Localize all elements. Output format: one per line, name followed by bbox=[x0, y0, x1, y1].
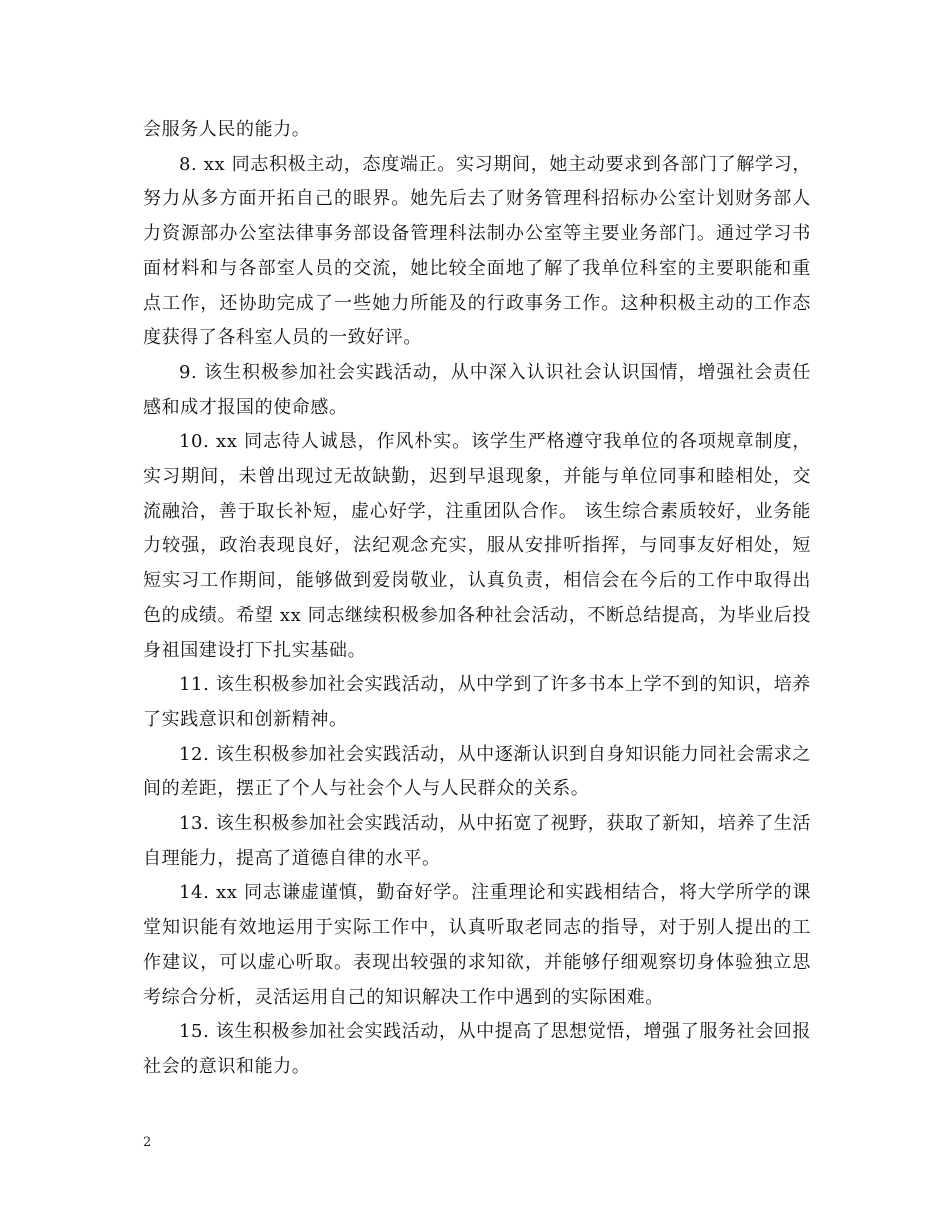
paragraph-item-14: 14. xx 同志谦虚谨慎，勤奋好学。注重理论和实践相结合，将大学所学的课堂知识能有效地运用于实际工作中，认真听取老同志的指导，对于别人提出的工作建议，可以虚心听取。表现出较强的求知欲，并能够仔细观察切身体验独立思考综合分析，灵活运用自己的知识解决工作中遇到的实际困难。 bbox=[143, 882, 811, 1008]
paragraph-item-11: 11. 该生积极参加社会实践活动，从中学到了许多书本上学不到的知识，培养了实践意识和创新精神。 bbox=[143, 674, 811, 730]
document-body bbox=[143, 113, 811, 1085]
paragraph-item-15: 15. 该生积极参加社会实践活动，从中提高了思想觉悟，增强了服务社会回报社会的意识和能力。 bbox=[143, 1021, 811, 1077]
page-number: 2 bbox=[143, 1135, 152, 1150]
paragraph-item-13: 13. 该生积极参加社会实践活动，从中拓宽了视野，获取了新知，培养了生活自理能力，提高了道德自律的水平。 bbox=[143, 813, 811, 869]
paragraph-item-9: 9. 该生积极参加社会实践活动，从中深入认识社会认识国情，增强社会责任感和成才报国的使命感。 bbox=[143, 361, 811, 418]
paragraph-item-12: 12. 该生积极参加社会实践活动，从中逐渐认识到自身知识能力同社会需求之间的差距，摆正了个人与社会个人与人民群众的关系。 bbox=[143, 743, 811, 800]
paragraph-item-10: 10. xx 同志待人诚恳，作风朴实。该学生严格遵守我单位的各项规章制度，实习期间，未曾出现过无故缺勤，迟到早退现象，并能与单位同事和睦相处，交流融洽，善于取长补短，虚心好学，注重团队合作。 该生综合素质较好，业务能力较强，政治表现良好，法纪观念充实，服从安排听指挥，与同事友好相处，短短实习工作期间，能够做到爱岗敬业，认真负责，相信会在今后的工作中取得出色的成绩。希望 xx 同志继续积极参加各种社会活动，不断总结提高，为毕业后投身祖国建设打下扎实基础。 bbox=[143, 431, 811, 661]
paragraph-item-8: 8. xx 同志积极主动，态度端正。实习期间，她主动要求到各部门了解学习，努力从多方面开拓自己的眼界。她先后去了财务管理科招标办公室计划财务部人力资源部办公室法律事务部设备管理科法制办公室等主要业务部门。通过学习书面材料和与各部室人员的交流，她比较全面地了解了我单位科室的主要职能和重点工作，还协助完成了一些她力所能及的行政事务工作。这种积极主动的工作态度获得了各科室人员的一致好评。 bbox=[143, 153, 811, 349]
paragraph-continuation: 会服务人民的能力。 bbox=[143, 119, 311, 140]
